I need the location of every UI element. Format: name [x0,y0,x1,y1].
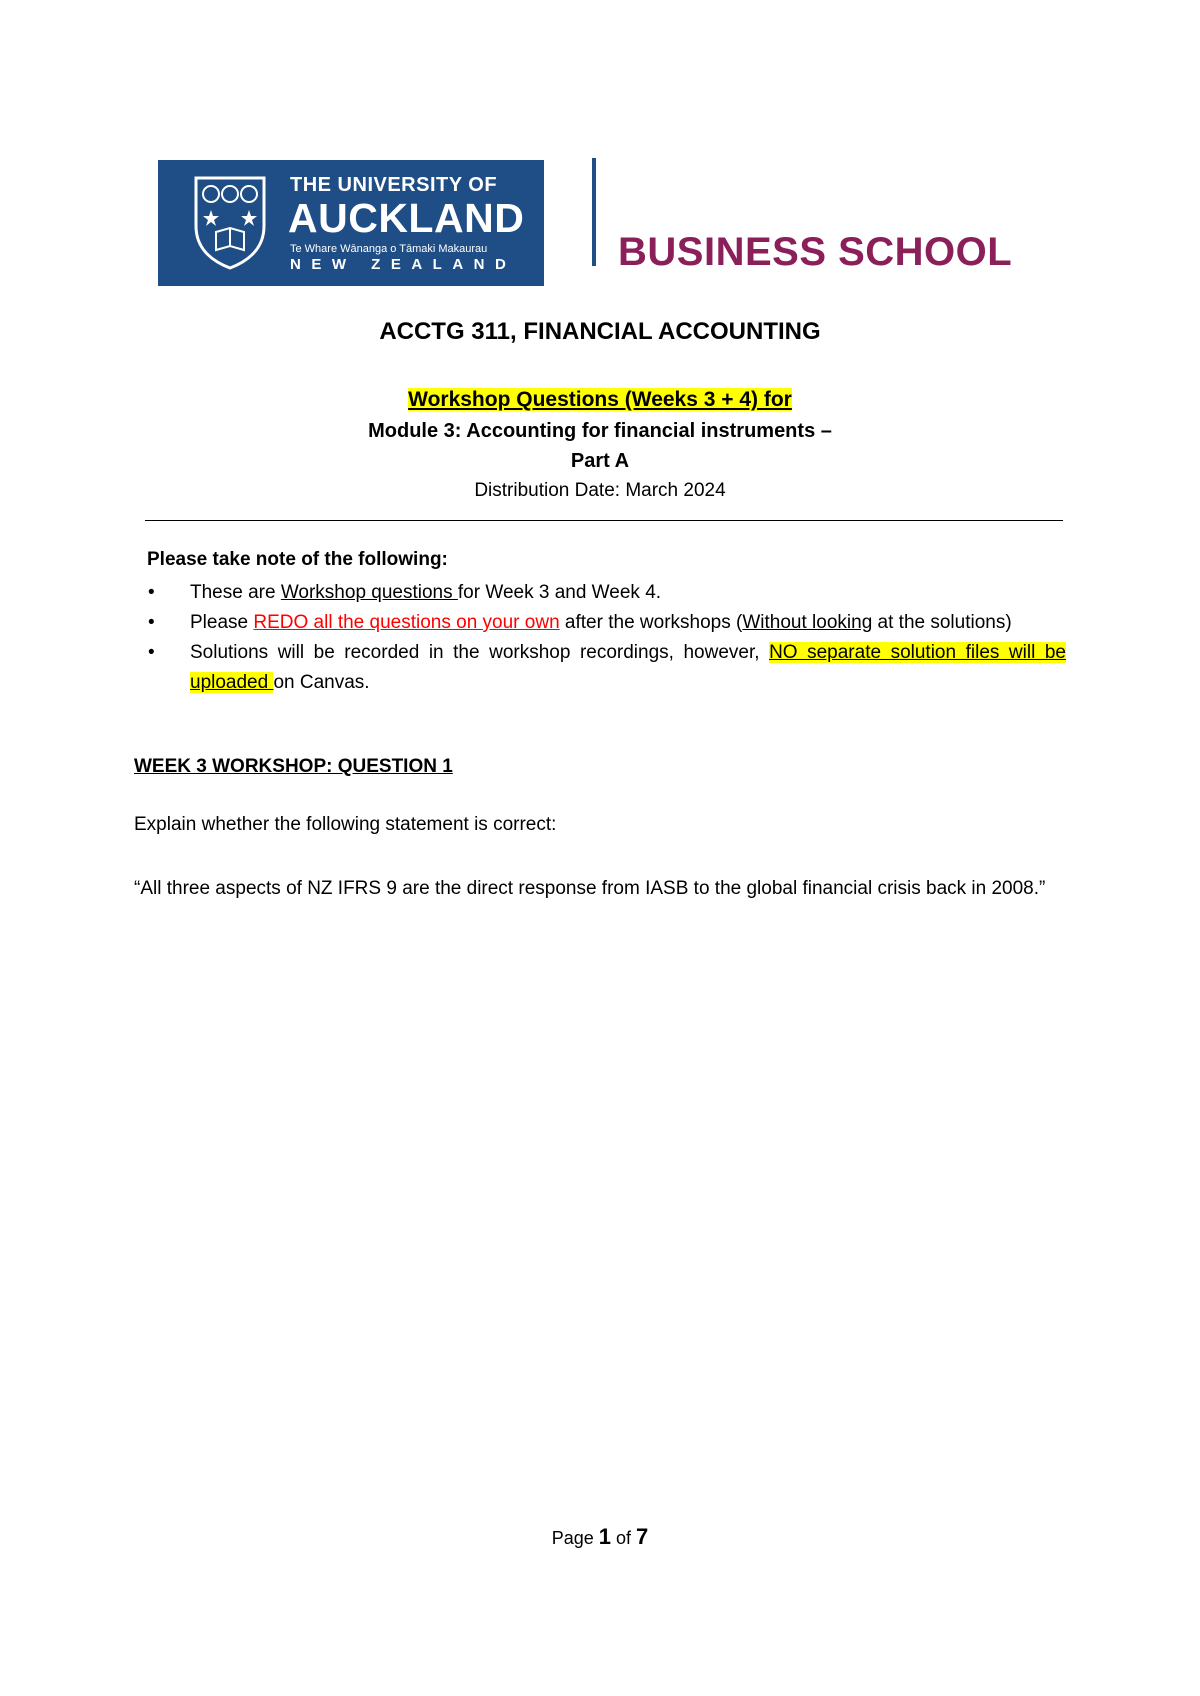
crest-icon [192,174,268,270]
page-number: 1 [598,1524,612,1549]
module-title: Module 3: Accounting for financial instruments – [368,420,832,442]
university-country: NEW ZEALAND [290,256,517,273]
page-total: 7 [636,1524,649,1549]
distribution-date: Distribution Date: March 2024 [474,480,726,501]
horizontal-rule [145,520,1063,521]
list-item [146,578,1066,608]
text-run: Please [190,612,254,633]
bullet-icon: • [148,642,155,663]
text-run: Page [551,1528,599,1548]
workshop-title-text: Workshop Questions (Weeks 3 + 4) for [408,388,792,411]
text-run: Workshop questions [280,582,458,603]
bullet-icon: • [148,582,155,603]
course-title: ACCTG 311, FINANCIAL ACCOUNTING [379,318,821,345]
university-logo [158,160,544,286]
question-statement: “All three aspects of NZ IFRS 9 are the direct response from IASB to the global financial crisis back in 2008.” [134,878,1046,899]
text-run: REDO all the questions on your own [253,612,560,633]
text-run: Without looking [742,612,873,633]
text-run: at the solutions) [872,612,1012,633]
workshop-title [140,388,1060,412]
text-run: NO separate solution files will be uploaded [190,642,1066,693]
text-run: for Week 3 and Week 4. [457,582,662,603]
page-footer [140,1524,1060,1550]
question-instruction: Explain whether the following statement is correct: [134,814,557,835]
text-run: after the workshops ( [559,612,743,633]
university-name-line2: AUCKLAND [288,195,525,241]
part-title: Part A [570,450,630,472]
business-school-label: BUSINESS SCHOOL [618,230,1013,274]
university-maori-name: Te Whare Wānanga o Tāmaki Makaurau [290,243,488,255]
text-run: These are [190,582,281,603]
text-run: Solutions will be recorded in the workshop recordings, however, [190,642,770,663]
text-run: of [611,1528,637,1548]
logo-divider [592,158,596,266]
question-heading: WEEK 3 WORKSHOP: QUESTION 1 [134,756,453,777]
list-item [146,638,1066,698]
university-name-line1: THE UNIVERSITY OF [290,174,498,196]
bullet-icon: • [148,612,155,633]
list-item [146,608,1066,638]
notes-heading: Please take note of the following: [147,549,448,570]
notes-list [146,578,1066,698]
text-run: on Canvas. [273,672,370,693]
